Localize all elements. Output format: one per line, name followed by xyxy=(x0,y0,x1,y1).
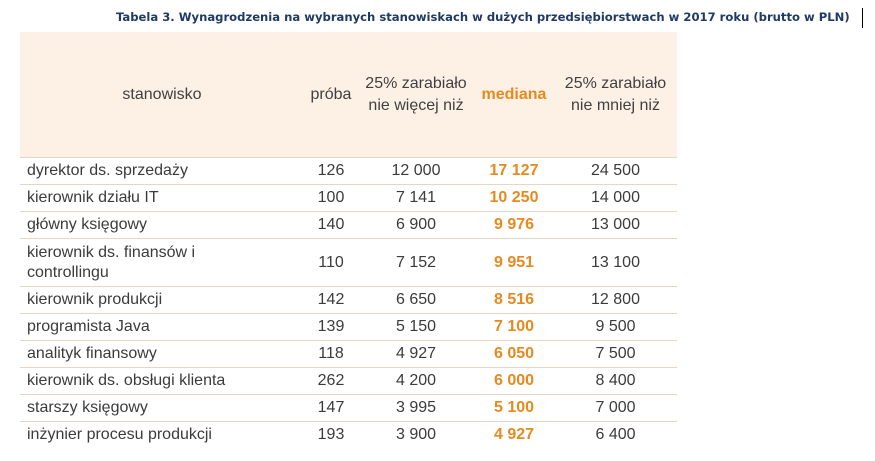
cell-p75: 24 500 xyxy=(591,162,640,179)
table-row xyxy=(20,340,677,367)
table-body xyxy=(20,157,677,448)
table-row xyxy=(20,394,677,421)
cell-position: starszy księgowy xyxy=(27,399,148,416)
cell-p75: 7 500 xyxy=(595,345,636,362)
header-sample: próba xyxy=(310,85,352,103)
table-row xyxy=(20,157,677,184)
cell-position: kierownik ds. finansów i controllingu xyxy=(27,243,196,281)
cell-median: 9 951 xyxy=(493,253,535,271)
cell-median: 8 516 xyxy=(493,291,535,308)
cell-sample: 139 xyxy=(317,318,345,335)
cell-position: analityk finansowy xyxy=(27,345,157,362)
table-caption: Tabela 3. Wynagrodzenia na wybranych stanowiskach w dużych przedsiębiorstwach w 2017 roku (brutto w PLN) xyxy=(116,10,850,24)
cell-p25: 4 927 xyxy=(395,345,437,362)
table-header xyxy=(20,32,677,157)
cell-p25: 7 141 xyxy=(395,189,437,206)
cell-sample: 100 xyxy=(317,189,345,206)
header-p25 xyxy=(358,73,474,117)
cell-position: programista Java xyxy=(27,318,150,335)
table-row xyxy=(20,367,677,394)
header-p75-line1: 25% zarabiało xyxy=(564,74,667,92)
cell-p25: 6 900 xyxy=(395,216,437,233)
salary-table xyxy=(20,32,677,448)
cell-sample: 147 xyxy=(317,399,345,416)
header-position: stanowisko xyxy=(122,85,202,103)
cell-p75: 8 400 xyxy=(595,372,636,389)
cell-sample: 110 xyxy=(318,253,344,271)
cell-median: 6 000 xyxy=(493,372,535,389)
cell-p75: 13 100 xyxy=(591,253,640,271)
cell-p75: 7 000 xyxy=(595,399,636,416)
cell-median: 6 050 xyxy=(493,345,535,362)
cell-sample: 126 xyxy=(317,162,345,179)
cell-sample: 262 xyxy=(317,372,345,389)
cell-p25: 3 995 xyxy=(395,399,437,416)
cell-median: 7 100 xyxy=(493,318,535,335)
cell-p75: 9 500 xyxy=(595,318,636,335)
header-p25-line2: nie więcej niż xyxy=(368,96,464,114)
cell-p25: 5 150 xyxy=(395,318,437,335)
cell-position: kierownik produkcji xyxy=(27,291,163,308)
cell-p25: 3 900 xyxy=(395,426,437,443)
cell-sample: 118 xyxy=(318,345,344,362)
cell-position: dyrektor ds. sprzedaży xyxy=(27,162,188,179)
table-row xyxy=(20,313,677,340)
cell-median: 17 127 xyxy=(489,162,539,179)
cell-p25: 7 152 xyxy=(395,253,437,271)
cell-median: 5 100 xyxy=(493,399,535,416)
cell-sample: 142 xyxy=(317,291,345,308)
header-p75 xyxy=(554,73,677,117)
cell-p75: 14 000 xyxy=(591,189,640,206)
cell-median: 4 927 xyxy=(493,426,535,443)
cell-p25: 4 200 xyxy=(395,372,437,389)
table-row xyxy=(20,238,677,286)
cell-median: 10 250 xyxy=(489,189,539,206)
cell-position: inżynier procesu produkcji xyxy=(27,426,212,443)
table-row xyxy=(20,421,677,448)
table-row xyxy=(20,184,677,211)
cell-median: 9 976 xyxy=(493,216,535,233)
cell-p75: 6 400 xyxy=(595,426,636,443)
cell-sample: 140 xyxy=(317,216,345,233)
cell-p25: 12 000 xyxy=(391,162,441,179)
cell-position: główny księgowy xyxy=(27,216,148,233)
cell-position: kierownik działu IT xyxy=(27,189,159,206)
cell-sample: 193 xyxy=(317,426,345,443)
cell-position: kierownik ds. obsługi klienta xyxy=(27,372,226,389)
table-row xyxy=(20,211,677,238)
cell-p75: 13 000 xyxy=(591,216,640,233)
header-p75-line2: nie mniej niż xyxy=(571,96,660,114)
table-row xyxy=(20,286,677,313)
header-p25-line1: 25% zarabiało xyxy=(365,74,467,92)
cell-p75: 12 800 xyxy=(591,291,640,308)
text-cursor xyxy=(862,8,863,28)
header-median: mediana xyxy=(481,85,547,103)
cell-p25: 6 650 xyxy=(395,291,437,308)
